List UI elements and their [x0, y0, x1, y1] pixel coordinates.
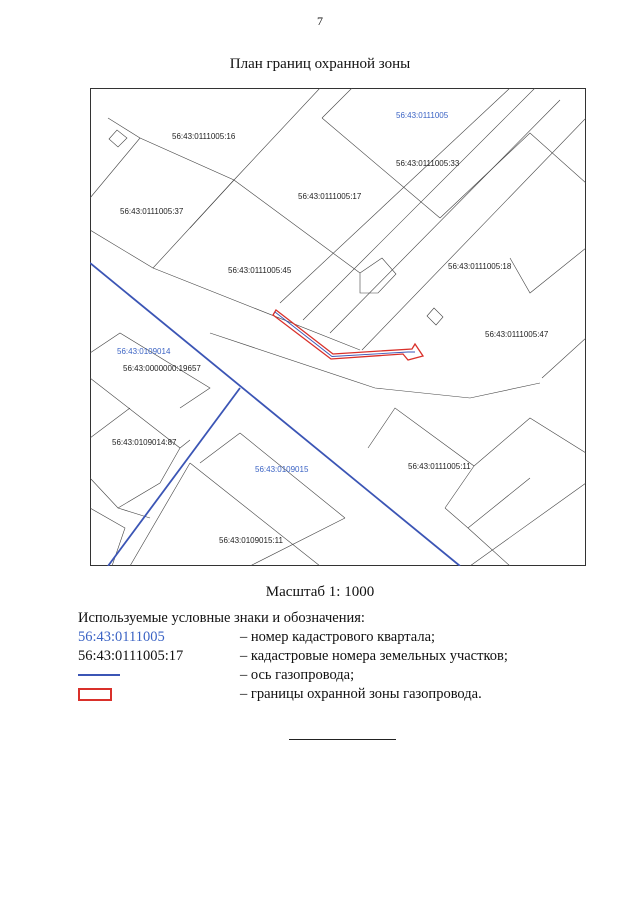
- page-number: 7: [317, 14, 323, 28]
- parcel-label-17: 56:43:0111005:17: [298, 192, 362, 201]
- bottom-divider: [289, 739, 396, 740]
- parcel-label-0109015-11: 56:43:0109015:11: [219, 536, 283, 545]
- legend-parcel-symbol: 56:43:0111005:17: [78, 648, 184, 664]
- page-title: План границ охранной зоны: [229, 56, 411, 72]
- parcel-label-37: 56:43:0111005:37: [120, 207, 184, 216]
- legend-quarter-symbol: 56:43:0111005: [78, 629, 165, 645]
- legend-item-quarter: [78, 628, 618, 647]
- parcel-label-19657: 56:43:0000000:19657: [123, 364, 201, 373]
- legend-heading: Используемые условные знаки и обозначения:: [78, 610, 365, 626]
- legend-item-gas-axis: [78, 666, 618, 685]
- parcel-label-18: 56:43:0111005:18: [448, 262, 512, 271]
- parcel-label-16: 56:43:0111005:16: [172, 132, 236, 141]
- quarter-label-56-43-0109014: 56:43:0109014: [117, 347, 171, 356]
- legend-parcel-description: – кадастровые номера земельных участков;: [240, 648, 508, 664]
- parcel-label-11: 56:43:0111005:11: [408, 462, 471, 471]
- legend-item-protection-zone: [78, 685, 618, 704]
- parcel-label-33: 56:43:0111005:33: [396, 159, 460, 168]
- cadastral-map: [90, 88, 586, 566]
- legend-gas-axis-description: – ось газопровода;: [240, 667, 355, 683]
- blue-line-icon: [78, 674, 120, 676]
- parcel-label-0109014-87: 56:43:0109014:87: [112, 438, 177, 447]
- legend-item-parcel: [78, 647, 618, 666]
- legend-protection-zone-description: – границы охранной зоны газопровода.: [240, 686, 482, 702]
- quarter-label-56-43-0109015: 56:43:0109015: [255, 465, 309, 474]
- quarter-label-56-43-0111005: 56:43:0111005: [396, 111, 449, 120]
- scale-label: Масштаб 1: 1000: [265, 584, 375, 600]
- legend-quarter-description: – номер кадастрового квартала;: [240, 629, 436, 645]
- parcel-label-47: 56:43:0111005:47: [485, 330, 549, 339]
- red-rectangle-icon: [78, 688, 112, 701]
- parcel-label-45: 56:43:0111005:45: [228, 266, 292, 275]
- legend: [78, 609, 618, 704]
